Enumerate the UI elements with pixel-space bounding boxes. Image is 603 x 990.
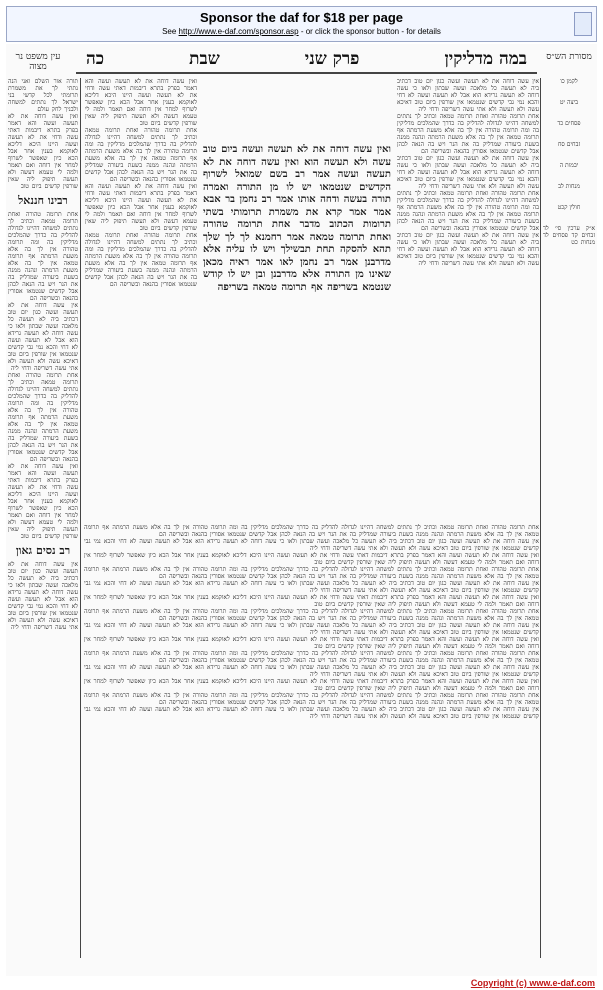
chapter-number: פרק שני [304,49,360,69]
left-divider [80,78,81,958]
rashi-text-cont: אחת תרומה טהורה ואחת תרומה טמאה וכתיב לך נתתים למשחה דהיינו לגדולה להדליק בה כדרך שהמלכים מדליקין בה ומה תרומה טהורה אין לך בה אלא משעת הרמתה אף תרומה טמאה אין לך בה אלא משעת הרמתה ונהנה ממנה בשעת ביעורה שמדליק בה את הנר ויש בה הנאה לכהן אבל קדשים שנטמאו אסורין בהנאה ובשריפה הם [397,113,539,155]
lower-commentary-text-6: ואין עשה דוחה את לא תעשה ועשה והא דאמר בפרק בתרא דיבמות דאתי עשה ודחי את לא תעשה ועשה היינו היכא דליכא לאוקמא בענין אחר אבל הכא כיון שאפשר לשרוף למחר אין דוחה ואם תאמר ולמה לי טעמא דעשה ולא תעשה תיפוק ליה שאין שורפין קדשים ביום טוב [84,594,539,608]
header-rule [76,72,537,74]
right-margin-column [543,78,595,958]
ein-mishpat-text: תורה אור השלם ואני הנה נתתי לך את משמרת תרומתי לכל קדשי בני ישראל לך נתתים למשחה ולבניך לחק עולם [8,78,78,113]
left-margin-column [8,78,78,958]
margin-ref: מנחות לב [558,183,580,190]
rabbeinu-chananel-text: אחת תרומה טהורה ואחת תרומה טמאה וכתיב לך נתתים למשחה דהיינו לגדולה להדליק בה כדרך שהמלכים מדליקין בה ומה תרומה טהורה אין לך בה אלא משעת הרמתה אף תרומה טמאה אין לך בה אלא משעת הרמתה ונהנה ממנה בשעת ביעורה שמדליק בה את הנר ויש בה הנאה לכהן אבל קדשים שנטמאו אסורין בהנאה ובשריפה הם [8,211,78,302]
rashi-text-cont2: אין עשה דוחה את לא תעשה ועשה כגון יום טוב דכתיב ביה לא תעשה כל מלאכה ועשה שבתון ולאו כי עשה דוחה לא תעשה גרידא הוא אבל לא תעשה ועשה לא דחי והכא נמי גבי קדשים שנטמאו אין שורפין ביום טוב דאיכא עשה ולא תעשה ולא אתי עשה דשריפה ודחי ליה [397,155,539,190]
margin-ref: לקמן כו [560,78,578,85]
gemara-text: ואין עשה דוחה את לא תעשה ועשה ביום טוב עשה ולא תעשה הוא ואין עשה דוחה את לא תעשה ועשה אמר רב בשם שמואל לשרוף הקדשים שנטמאו יש לו מן התורה ואמרה תורה בעשה ודחה אותו אמר רב נחמן בר אבא אמר אמר קרא את משמרת תרומותי בשתי תרומות הכתוב מדבר אחת תרומה טהורה ואחת תרומה טמאה אמר רחמנא לך לך שלך תהא להסקה תחת תבשילך ויש לו עליה אלא מדרבנן אמר רב נחמן לאו אמר ראיה מכאן שאינו מן התורה אלא מדרבנן ובן יש לו קודש שנטמא בשריפה אף תרומה טמאה בשריפה [203,144,391,293]
tosafot-column [85,78,197,518]
lower-commentary-text-9: ואין עשה דוחה את לא תעשה ועשה והא דאמר בפרק בתרא דיבמות דאתי עשה ודחי את לא תעשה ועשה היינו היכא דליכא לאוקמא בענין אחר אבל הכא כיון שאפשר לשרוף למחר אין דוחה ואם תאמר ולמה לי טעמא דעשה ולא תעשה תיפוק ליה שאין שורפין קדשים ביום טוב [84,636,539,650]
lower-commentary-text: אחת תרומה טהורה ואחת תרומה טמאה וכתיב לך נתתים למשחה דהיינו לגדולה להדליק בה כדרך שהמלכים מדליקין בה ומה תרומה טהורה אין לך בה אלא משעת הרמתה אף תרומה טמאה אין לך בה אלא משעת הרמתה ונהנה ממנה בשעת ביעורה שמדליק בה את הנר ויש בה הנאה לכהן אבל קדשים שנטמאו אסורין בהנאה ובשריפה הם [84,524,539,538]
copyright-link[interactable]: Copyright (c) www.e-daf.com [470,978,595,988]
ein-mishpat-text-cont: ואין עשה דוחה את לא תעשה ועשה והא דאמר בפרק בתרא דיבמות דאתי עשה ודחי את לא תעשה ועשה היינו היכא דליכא לאוקמא בענין אחר אבל הכא כיון שאפשר לשרוף למחר אין דוחה ואם תאמר ולמה לי טעמא דעשה ולא תעשה תיפוק ליה שאין שורפין קדשים ביום טוב [8,113,78,190]
margin-ref: ביצה יט [559,99,579,106]
rav-nissim-gaon-title: רב נסים גאון [15,544,71,557]
talmud-page [6,44,597,976]
margin-ref: זבחים סח [557,141,581,148]
tosafot-text: ואין עשה דוחה את לא תעשה ועשה והא דאמר בפרק בתרא דיבמות דאתי עשה ודחי את לא תעשה ועשה היינו היכא דליכא לאוקמא בענין אחר אבל הכא כיון שאפשר לשרוף למחר אין דוחה ואם תאמר ולמה לי טעמא דעשה ולא תעשה תיפוק ליה שאין שורפין קדשים ביום טוב [85,78,197,127]
sponsor-banner [6,6,597,42]
chapter-name: במה מדליקין [444,49,527,69]
tosafot-text-cont2: ואין עשה דוחה את לא תעשה ועשה והא דאמר בפרק בתרא דיבמות דאתי עשה ודחי את לא תעשה ועשה היינו היכא דליכא לאוקמא בענין אחר אבל הכא כיון שאפשר לשרוף למחר אין דוחה ואם תאמר ולמה לי טעמא דעשה ולא תעשה תיפוק ליה שאין שורפין קדשים ביום טוב [85,183,197,232]
lower-commentary-text-2: אין עשה דוחה את לא תעשה ועשה כגון יום טוב דכתיב ביה לא תעשה כל מלאכה ועשה שבתון ולאו כי עשה דוחה לא תעשה גרידא הוא אבל לא תעשה ועשה לא דחי והכא נמי גבי קדשים שנטמאו אין שורפין ביום טוב דאיכא עשה ולא תעשה ולא אתי עשה דשריפה ודחי ליה [84,538,539,552]
lower-commentary-text-5: אין עשה דוחה את לא תעשה ועשה כגון יום טוב דכתיב ביה לא תעשה כל מלאכה ועשה שבתון ולאו כי עשה דוחה לא תעשה גרידא הוא אבל לא תעשה ועשה לא דחי והכא נמי גבי קדשים שנטמאו אין שורפין ביום טוב דאיכא עשה ולא תעשה ולא אתי עשה דשריפה ודחי ליה [84,580,539,594]
lower-commentary-text-14: אין עשה דוחה את לא תעשה ועשה כגון יום טוב דכתיב ביה לא תעשה כל מלאכה ועשה שבתון ולאו כי עשה דוחה לא תעשה גרידא הוא אבל לא תעשה ועשה לא דחי והכא נמי גבי קדשים שנטמאו אין שורפין ביום טוב דאיכא עשה ולא תעשה ולא אתי עשה דשריפה ודחי ליה [84,706,539,720]
lower-commentary-block [84,524,539,964]
rabbeinu-chananel-text-cont2: אחת תרומה טהורה ואחת תרומה טמאה וכתיב לך נתתים למשחה דהיינו לגדולה להדליק בה כדרך שהמלכים מדליקין בה ומה תרומה טהורה אין לך בה אלא משעת הרמתה אף תרומה טמאה אין לך בה אלא משעת הרמתה ונהנה ממנה בשעת ביעורה שמדליק בה את הנר ויש בה הנאה לכהן אבל קדשים שנטמאו אסורין בהנאה ובשריפה הם [8,372,78,463]
lower-commentary-text-3: ואין עשה דוחה את לא תעשה ועשה והא דאמר בפרק בתרא דיבמות דאתי עשה ודחי את לא תעשה ועשה היינו היכא דליכא לאוקמא בענין אחר אבל הכא כיון שאפשר לשרוף למחר אין דוחה ואם תאמר ולמה לי טעמא דעשה ולא תעשה תיפוק ליה שאין שורפין קדשים ביום טוב [84,552,539,566]
lower-commentary-text-10: אחת תרומה טהורה ואחת תרומה טמאה וכתיב לך נתתים למשחה דהיינו לגדולה להדליק בה כדרך שהמלכים מדליקין בה ומה תרומה טהורה אין לך בה אלא משעת הרמתה אף תרומה טמאה אין לך בה אלא משעת הרמתה ונהנה ממנה בשעת ביעורה שמדליק בה את הנר ויש בה הנאה לכהן אבל קדשים שנטמאו אסורין בהנאה ובשריפה הם [84,650,539,664]
right-divider [540,78,541,958]
sponsor-title[interactable]: Sponsor the daf for $18 per page [200,10,403,25]
rashi-text-cont3: אחת תרומה טהורה ואחת תרומה טמאה וכתיב לך נתתים למשחה דהיינו לגדולה להדליק בה כדרך שהמלכים מדליקין בה ומה תרומה טהורה אין לך בה אלא משעת הרמתה אף תרומה טמאה אין לך בה אלא משעת הרמתה ונהנה ממנה בשעת ביעורה שמדליק בה את הנר ויש בה הנאה לכהן אבל קדשים שנטמאו אסורין בהנאה ובשריפה הם [397,190,539,232]
sponsor-subtitle [7,27,596,36]
rabbeinu-chananel-text-cont: אין עשה דוחה את לא תעשה ועשה כגון יום טוב דכתיב ביה לא תעשה כל מלאכה ועשה שבתון ולאו כי עשה דוחה לא תעשה גרידא הוא אבל לא תעשה ועשה לא דחי והכא נמי גבי קדשים שנטמאו אין שורפין ביום טוב דאיכא עשה ולא תעשה ולא אתי עשה דשריפה ודחי ליה [8,302,78,372]
rabbeinu-chananel-text-cont3: ואין עשה דוחה את לא תעשה ועשה והא דאמר בפרק בתרא דיבמות דאתי עשה ודחי את לא תעשה ועשה היינו היכא דליכא לאוקמא בענין אחר אבל הכא כיון שאפשר לשרוף למחר אין דוחה ואם תאמר ולמה לי טעמא דעשה ולא תעשה תיפוק ליה שאין שורפין קדשים ביום טוב [8,463,78,540]
tractate-name: שבת [189,49,220,69]
right-margin-notes: א״ק ערכין סי׳ לד זבחים קד פסחים לד מנחות כט [543,225,595,246]
daf-number: כה [86,49,105,69]
running-header [86,48,527,70]
gemara-column [203,144,391,504]
margin-ref: פסחים כד [557,120,581,127]
sponsor-link[interactable]: http://www.e-daf.com/sponsor.asp [178,27,299,36]
lower-commentary-text-12: ואין עשה דוחה את לא תעשה ועשה והא דאמר בפרק בתרא דיבמות דאתי עשה ודחי את לא תעשה ועשה היינו היכא דליכא לאוקמא בענין אחר אבל הכא כיון שאפשר לשרוף למחר אין דוחה ואם תאמר ולמה לי טעמא דעשה ולא תעשה תיפוק ליה שאין שורפין קדשים ביום טוב [84,678,539,692]
lower-commentary-text-4: אחת תרומה טהורה ואחת תרומה טמאה וכתיב לך נתתים למשחה דהיינו לגדולה להדליק בה כדרך שהמלכים מדליקין בה ומה תרומה טהורה אין לך בה אלא משעת הרמתה אף תרומה טמאה אין לך בה אלא משעת הרמתה ונהנה ממנה בשעת ביעורה שמדליק בה את הנר ויש בה הנאה לכהן אבל קדשים שנטמאו אסורין בהנאה ובשריפה הם [84,566,539,580]
rashi-text-cont4: אין עשה דוחה את לא תעשה ועשה כגון יום טוב דכתיב ביה לא תעשה כל מלאכה ועשה שבתון ולאו כי עשה דוחה לא תעשה גרידא הוא אבל לא תעשה ועשה לא דחי והכא נמי גבי קדשים שנטמאו אין שורפין ביום טוב דאיכא עשה ולא תעשה ולא אתי עשה דשריפה ודחי ליה [397,232,539,267]
margin-ref: יבמות ה [559,162,579,169]
rashi-text: אין עשה דוחה את לא תעשה ועשה כגון יום טוב דכתיב ביה לא תעשה כל מלאכה ועשה שבתון ולאו כי עשה דוחה לא תעשה גרידא הוא אבל לא תעשה ועשה לא דחי והכא נמי גבי קדשים שנטמאו אין שורפין ביום טוב דאיכא עשה ולא תעשה ולא אתי עשה דשריפה ודחי ליה [397,78,539,113]
rabbeinu-chananel-title: רבינו חננאל [18,194,68,207]
ein-mishpat-label: עין משפט נר מצוה [15,52,61,72]
tosafot-text-cont: אחת תרומה טהורה ואחת תרומה טמאה וכתיב לך נתתים למשחה דהיינו לגדולה להדליק בה כדרך שהמלכים מדליקין בה ומה תרומה טהורה אין לך בה אלא משעת הרמתה אף תרומה טמאה אין לך בה אלא משעת הרמתה ונהנה ממנה בשעת ביעורה שמדליק בה את הנר ויש בה הנאה לכהן אבל קדשים שנטמאו אסורין בהנאה ובשריפה הם [85,127,197,183]
masoret-hashas-label: מסורת הש״ס [546,52,592,62]
lower-commentary-text-8: אין עשה דוחה את לא תעשה ועשה כגון יום טוב דכתיב ביה לא תעשה כל מלאכה ועשה שבתון ולאו כי עשה דוחה לא תעשה גרידא הוא אבל לא תעשה ועשה לא דחי והכא נמי גבי קדשים שנטמאו אין שורפין ביום טוב דאיכא עשה ולא תעשה ולא אתי עשה דשריפה ודחי ליה [84,622,539,636]
rashi-column [397,78,539,518]
margin-ref: חולין קכט [557,204,581,211]
rav-nissim-gaon-text: אין עשה דוחה את לא תעשה ועשה כגון יום טוב דכתיב ביה לא תעשה כל מלאכה ועשה שבתון ולאו כי עשה דוחה לא תעשה גרידא הוא אבל לא תעשה ועשה לא דחי והכא נמי גבי קדשים שנטמאו אין שורפין ביום טוב דאיכא עשה ולא תעשה ולא אתי עשה דשריפה ודחי ליה [8,561,78,631]
lower-commentary-text-11: אין עשה דוחה את לא תעשה ועשה כגון יום טוב דכתיב ביה לא תעשה כל מלאכה ועשה שבתון ולאו כי עשה דוחה לא תעשה גרידא הוא אבל לא תעשה ועשה לא דחי והכא נמי גבי קדשים שנטמאו אין שורפין ביום טוב דאיכא עשה ולא תעשה ולא אתי עשה דשריפה ודחי ליה [84,664,539,678]
tosafot-text-cont3: אחת תרומה טהורה ואחת תרומה טמאה וכתיב לך נתתים למשחה דהיינו לגדולה להדליק בה כדרך שהמלכים מדליקין בה ומה תרומה טהורה אין לך בה אלא משעת הרמתה אף תרומה טמאה אין לך בה אלא משעת הרמתה ונהנה ממנה בשעת ביעורה שמדליק בה את הנר ויש בה הנאה לכהן אבל קדשים שנטמאו אסורין בהנאה ובשריפה הם [85,232,197,288]
subtitle-suffix: - or click the sponsor button - for details [298,27,441,36]
lower-commentary-text-13: אחת תרומה טהורה ואחת תרומה טמאה וכתיב לך נתתים למשחה דהיינו לגדולה להדליק בה כדרך שהמלכים מדליקין בה ומה תרומה טהורה אין לך בה אלא משעת הרמתה אף תרומה טמאה אין לך בה אלא משעת הרמתה ונהנה ממנה בשעת ביעורה שמדליק בה את הנר ויש בה הנאה לכהן אבל קדשים שנטמאו אסורין בהנאה ובשריפה הם [84,692,539,706]
subtitle-prefix: See [162,27,179,36]
lower-commentary-text-7: אחת תרומה טהורה ואחת תרומה טמאה וכתיב לך נתתים למשחה דהיינו לגדולה להדליק בה כדרך שהמלכים מדליקין בה ומה תרומה טהורה אין לך בה אלא משעת הרמתה אף תרומה טמאה אין לך בה אלא משעת הרמתה ונהנה ממנה בשעת ביעורה שמדליק בה את הנר ויש בה הנאה לכהן אבל קדשים שנטמאו אסורין בהנאה ובשריפה הם [84,608,539,622]
sponsor-button[interactable] [574,12,592,36]
